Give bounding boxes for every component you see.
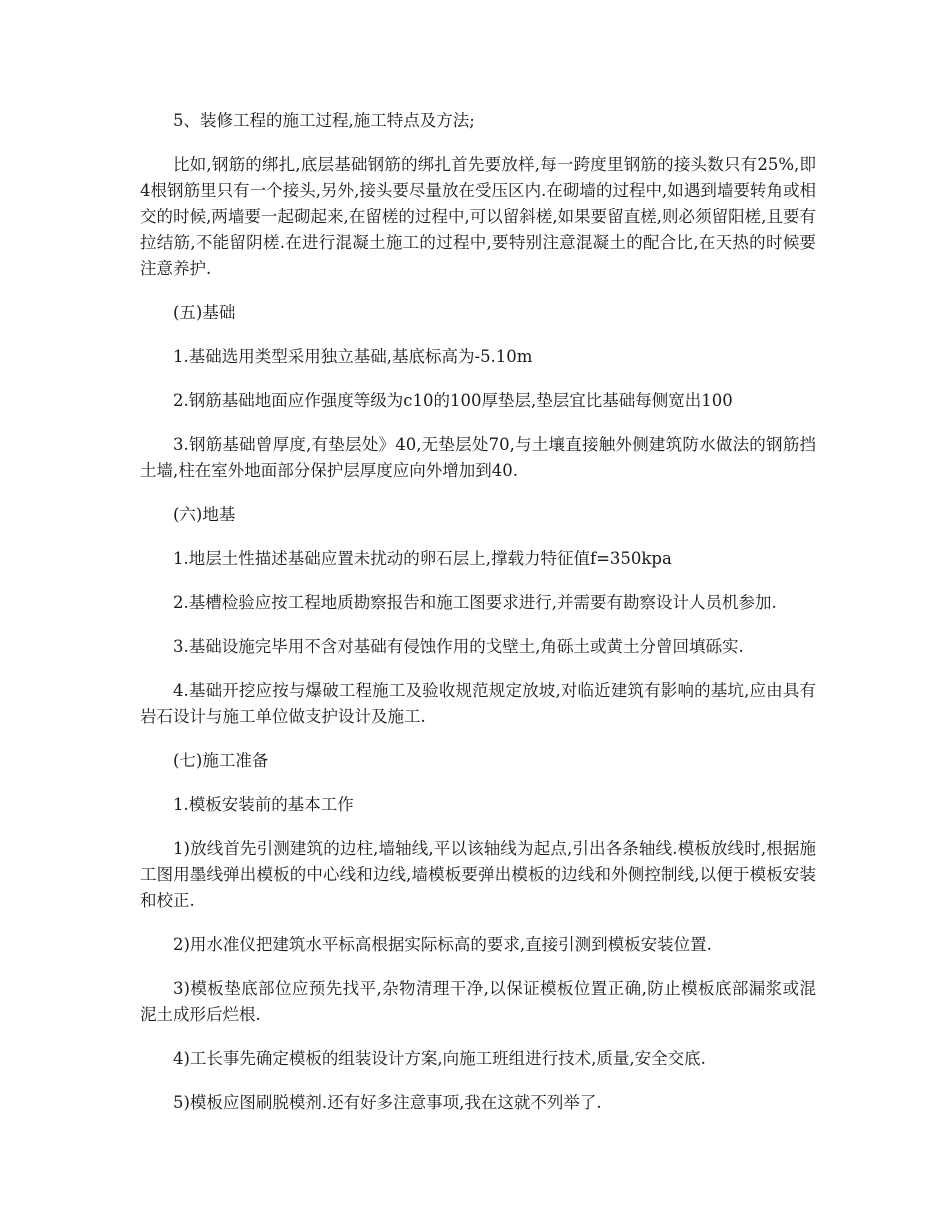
- paragraph-section-5-heading: 5、装修工程的施工过程,施工特点及方法;: [173, 111, 475, 130]
- paragraph-formwork-step-5: 5)模板应图刷脱模剂.还有好多注意事项,我在这就不列举了.: [173, 1093, 602, 1112]
- paragraph-foundation-item-3: 3.钢筋基础曾厚度,有垫层处》40,无垫层处70,与土壤直接触外侧建筑防水做法的钢筋挡土墙,柱在室外地面部分保护层厚度应向外增加到40.: [140, 435, 816, 480]
- paragraph-formwork-heading: 1.模板安装前的基本工作: [173, 795, 354, 814]
- heading-construction-prep: (七)施工准备: [173, 751, 269, 770]
- heading-foundation: (五)基础: [173, 303, 236, 322]
- paragraph-subgrade-item-2: 2.基槽检验应按工程地质勘察报告和施工图要求进行,并需要有勘察设计人员机参加.: [173, 593, 777, 612]
- document-body: [140, 108, 816, 1134]
- paragraph-formwork-step-1: 1)放线首先引测建筑的边柱,墙轴线,平以该轴线为起点,引出各条轴线.模板放线时,根据施工图用墨线弹出模板的中心线和边线,墙模板要弹出模板的边线和外侧控制线,以便于模板安装和校正.: [140, 839, 816, 910]
- paragraph-subgrade-item-3: 3.基础设施完毕用不含对基础有侵蚀作用的戈壁土,角砾土或黄土分曾回填砾实.: [173, 637, 744, 656]
- paragraph-subgrade-item-1: 1.地层土性描述基础应置未扰动的卵石层上,撑载力特征值f=350kpa: [173, 549, 672, 568]
- paragraph-rebar-example: 比如,钢筋的绑扎,底层基础钢筋的绑扎首先要放样,每一跨度里钢筋的接头数只有25%,即4根钢筋里只有一个接头,另外,接头要尽量放在受压区内.在砌墙的过程中,如遇到墙要转角或相交的时候,两墙要一起砌起来,在留槎的过程中,可以留斜槎,如果要留直槎,则必须留阳槎,且要有拉结筋,不能留阴槎.在进行混凝土施工的过程中,要特别注意混凝土的配合比,在天热的时候要注意养护.: [140, 155, 816, 278]
- paragraph-subgrade-item-4: 4.基础开挖应按与爆破工程施工及验收规范规定放坡,对临近建筑有影响的基坑,应由具有岩石设计与施工单位做支护设计及施工.: [140, 681, 816, 726]
- paragraph-formwork-step-3: 3)模板垫底部位应预先找平,杂物清理干净,以保证模板位置正确,防止模板底部漏浆或混泥土成形后烂根.: [140, 979, 816, 1024]
- paragraph-foundation-item-1: 1.基础选用类型采用独立基础,基底标高为-5.10m: [173, 347, 533, 366]
- paragraph-foundation-item-2: 2.钢筋基础地面应作强度等级为c10的100厚垫层,垫层宜比基础每侧宽出100: [173, 391, 733, 410]
- paragraph-formwork-step-4: 4)工长事先确定模板的组装设计方案,向施工班组进行技术,质量,安全交底.: [173, 1049, 706, 1068]
- heading-subgrade: (六)地基: [173, 505, 236, 524]
- paragraph-formwork-step-2: 2)用水准仪把建筑水平标高根据实际标高的要求,直接引测到模板安装位置.: [173, 935, 712, 954]
